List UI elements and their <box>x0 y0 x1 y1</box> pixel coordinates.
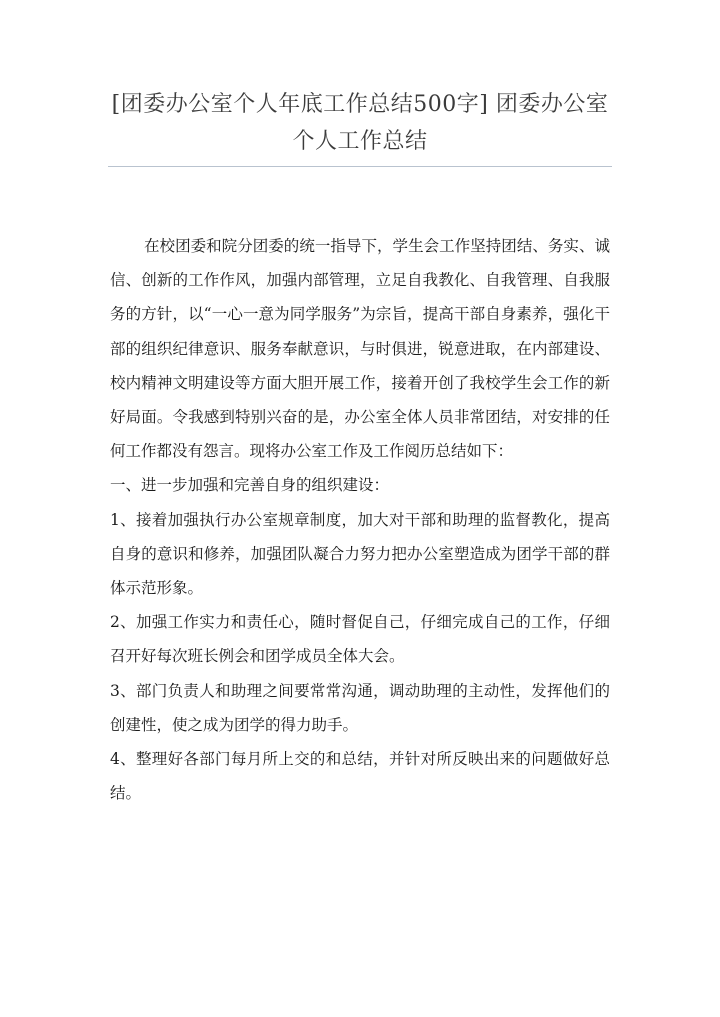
document-body <box>110 229 610 810</box>
intro-paragraph: 在校团委和院分团委的统一指导下，学生会工作坚持团结、务实、诚信、创新的工作作风，加强内部管理，立足自我教化、自我管理、自我服务的方针，以“一心一意为同学服务”为宗旨，提高干部自身素养，强化干部的组织纪律意识、服务奉献意识，与时俱进，锐意进取，在内部建设、校内精神文明建设等方面大胆开展工作，接着开创了我校学生会工作的新好局面。令我感到特别兴奋的是，办公室全体人员非常团结，对安排的任何工作都没有怨言。现将办公室工作及工作阅历总结如下： <box>110 237 610 461</box>
list-item-1: 1、接着加强执行办公室规章制度，加大对干部和助理的监督教化，提高自身的意识和修养，加强团队凝合力努力把办公室塑造成为团学干部的群体示范形象。 <box>110 510 610 598</box>
list-item-2: 2、加强工作实力和责任心，随时督促自己，仔细完成自己的工作，仔细召开好每次班长例会和团学成员全体大会。 <box>110 613 610 666</box>
list-item-4: 4、整理好各部门每月所上交的和总结，并针对所反映出来的问题做好总结。 <box>110 750 610 803</box>
list-item-3: 3、部门负责人和助理之间要常常沟通，调动助理的主动性，发挥他们的创建性，使之成为团学的得力助手。 <box>110 681 610 734</box>
document-title: [团委办公室个人年底工作总结500字] 团委办公室个人工作总结 <box>111 92 609 154</box>
section-heading: 一、进一步加强和完善自身的组织建设： <box>110 476 390 495</box>
title-divider <box>108 166 612 167</box>
